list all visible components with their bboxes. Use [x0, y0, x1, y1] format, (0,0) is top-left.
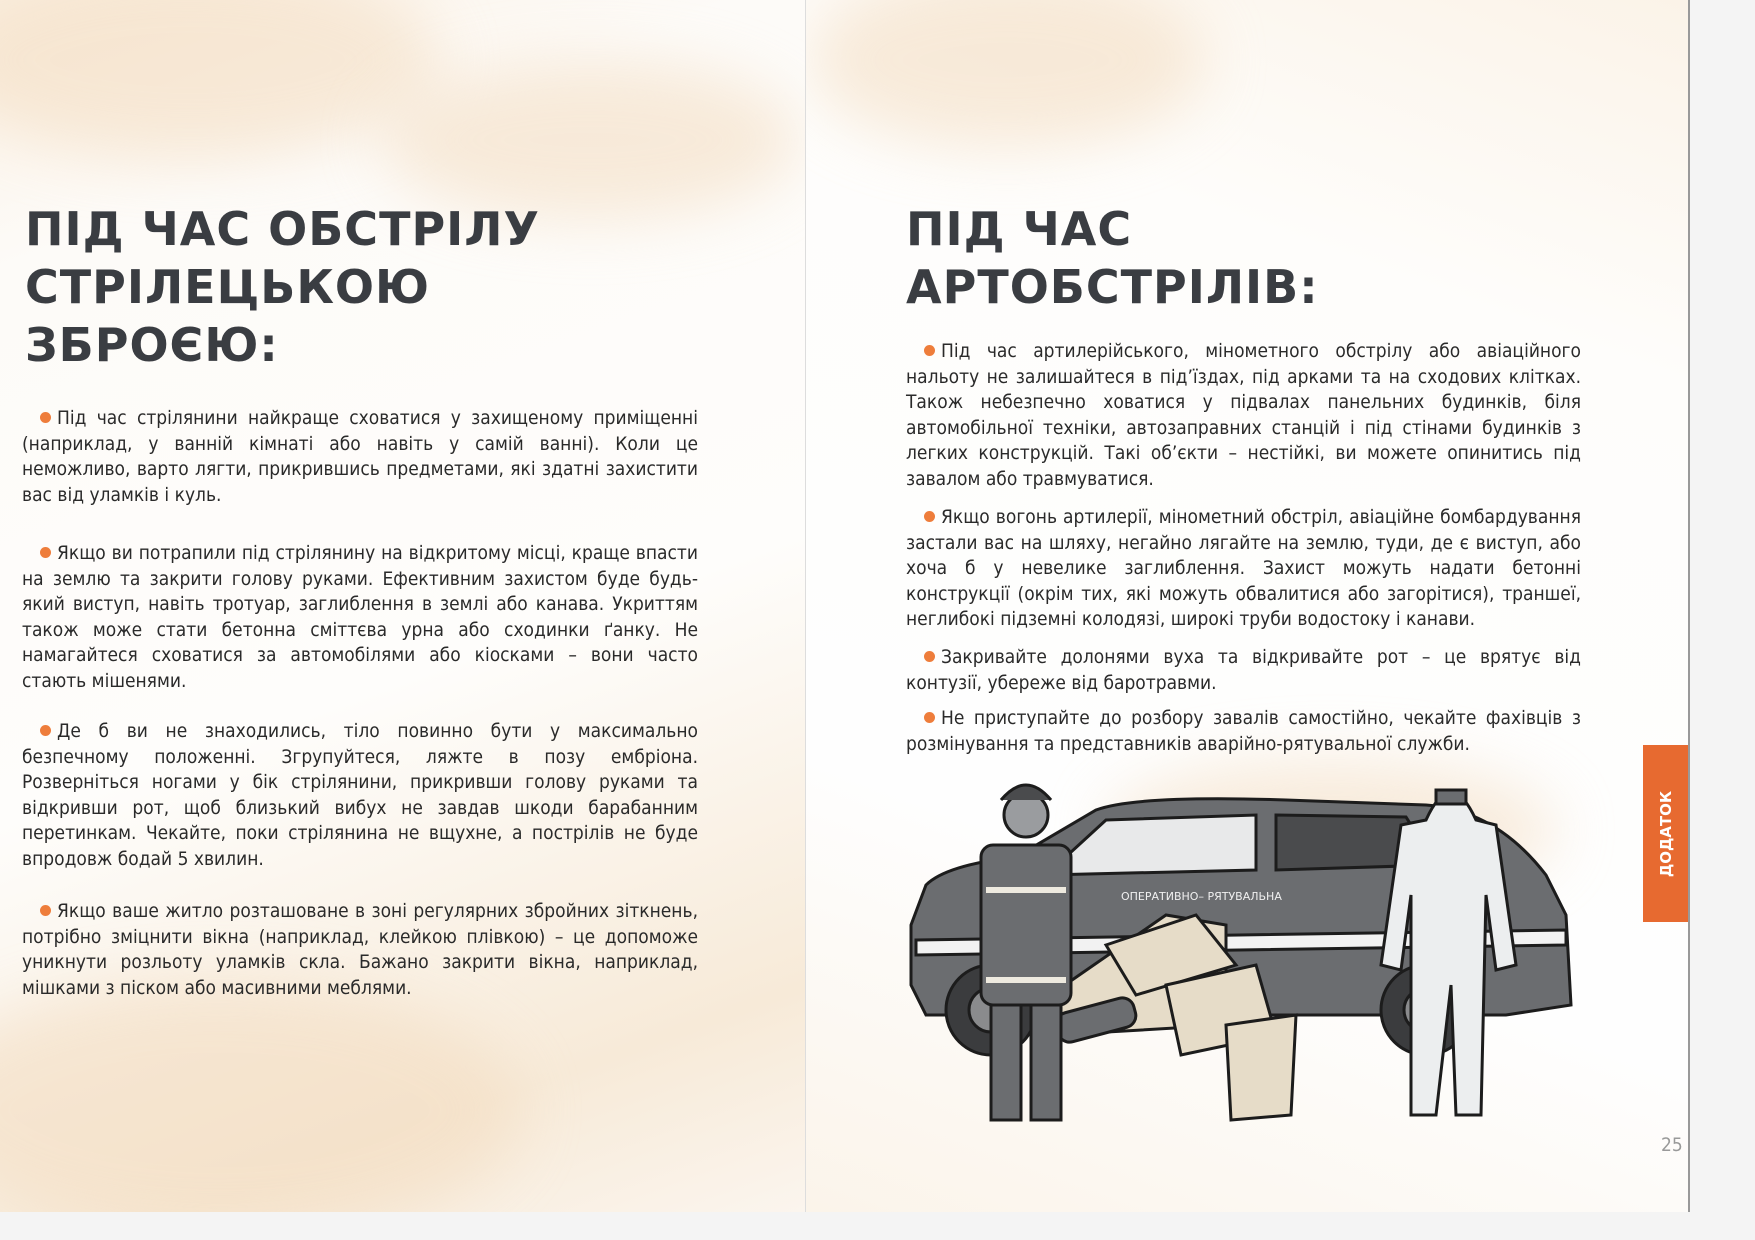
left-page	[0, 0, 805, 1212]
section-tab[interactable]	[1643, 745, 1690, 922]
right-paragraph-4: Не приступайте до розбору завалів самостійно, чекайте фахівців з розмінування та представників аварійно-рятувальної служби.	[906, 707, 1581, 755]
right-page	[805, 0, 1690, 1212]
left-paragraph-2: Якщо ви потрапили під стрілянину на відкритому місці, краще впасти на землю та закрити голову руками. Ефективним захистом буде будь-який виступ, навіть тротуар, заглиблення в землі або канава. Укриттям також може стати бетонна сміттєва урна або сходинки ґанку. Не намагайтеся сховатися за автомобілями або кіосками – вони часто стають мішенями.	[22, 542, 698, 692]
rescue-scene-illustration	[906, 765, 1581, 1150]
right-paragraph-2: Якщо вогонь артилерії, мінометний обстріл, авіаційне бомбардування застали вас на шляху, негайно лягайте на землю, туди, де є виступ, або хоча б у невелике заглиблення. Захист можуть надати бетонні конструкції (окрім тих, які можуть обвалитися або загорітися), траншеї, неглибокі підземні колодязі, широкі труби водостоку і канави.	[906, 506, 1581, 630]
page-number: 25	[1661, 1134, 1683, 1156]
right-paragraph-1: Під час артилерійського, мінометного обстрілу або авіаційного нальоту не залишайтеся в під’їздах, під арками та на сходових клітках. Також небезпечно ховатися у підвалах панельних будинків, біля автомобільної техніки, автозаправних станцій і під стінами будинків з легких конструкцій. Такі об’єкти – нестійкі, ви можете опинитись під завалом або травмуватися.	[906, 340, 1581, 490]
bullet-icon	[40, 725, 51, 736]
right-title: ПІД ЧАС АРТОБСТРІЛІВ:	[906, 202, 1319, 314]
left-paragraph-3: Де б ви не знаходились, тіло повинно бути у максимально безпечному положенні. Згрупуйтеся, ляжте в позу ембріона. Розверніться ногами у бік стрілянини, прикривши голову руками та відкривши рот, щоб близький вибух не завдав шкоди барабанним перетинкам. Чекайте, поки стрілянина не вщухне, а пострілів не буде впродовж бодай 5 хвилин.	[22, 720, 698, 870]
bullet-icon	[924, 712, 935, 723]
bullet-icon	[924, 345, 935, 356]
left-title: ПІД ЧАС ОБСТРІЛУ СТРІЛЕЦЬКОЮ ЗБРОЄЮ:	[25, 202, 540, 372]
vehicle-label: ОПЕРАТИВНО– РЯТУВАЛЬНА	[1121, 890, 1282, 903]
bullet-icon	[40, 905, 51, 916]
hazmat-figure	[1381, 790, 1516, 1115]
bullet-icon	[40, 412, 51, 423]
left-paragraph-1: Під час стрілянини найкраще сховатися у захищеному приміщенні (наприклад, у ванній кімнаті або навіть у самій ванні). Коли це неможливо, варто лягти, прикрившись предметами, які здатні захистити вас від уламків і куль.	[22, 407, 698, 506]
section-tab-label: ДОДАТОК	[1657, 790, 1676, 877]
right-paragraph-3: Закривайте долонями вуха та відкривайте рот – це врятує від контузії, убереже від баротравми.	[906, 646, 1581, 694]
left-paragraph-4: Якщо ваше житло розташоване в зоні регулярних збройних зіткнень, потрібно зміцнити вікна (наприклад, клейкою плівкою) – це допоможе уникнути розльоту уламків скла. Бажано закрити вікна, наприклад, мішками з піском або масивними меблями.	[22, 900, 698, 999]
bullet-icon	[924, 651, 935, 662]
bullet-icon	[924, 511, 935, 522]
bullet-icon	[40, 547, 51, 558]
